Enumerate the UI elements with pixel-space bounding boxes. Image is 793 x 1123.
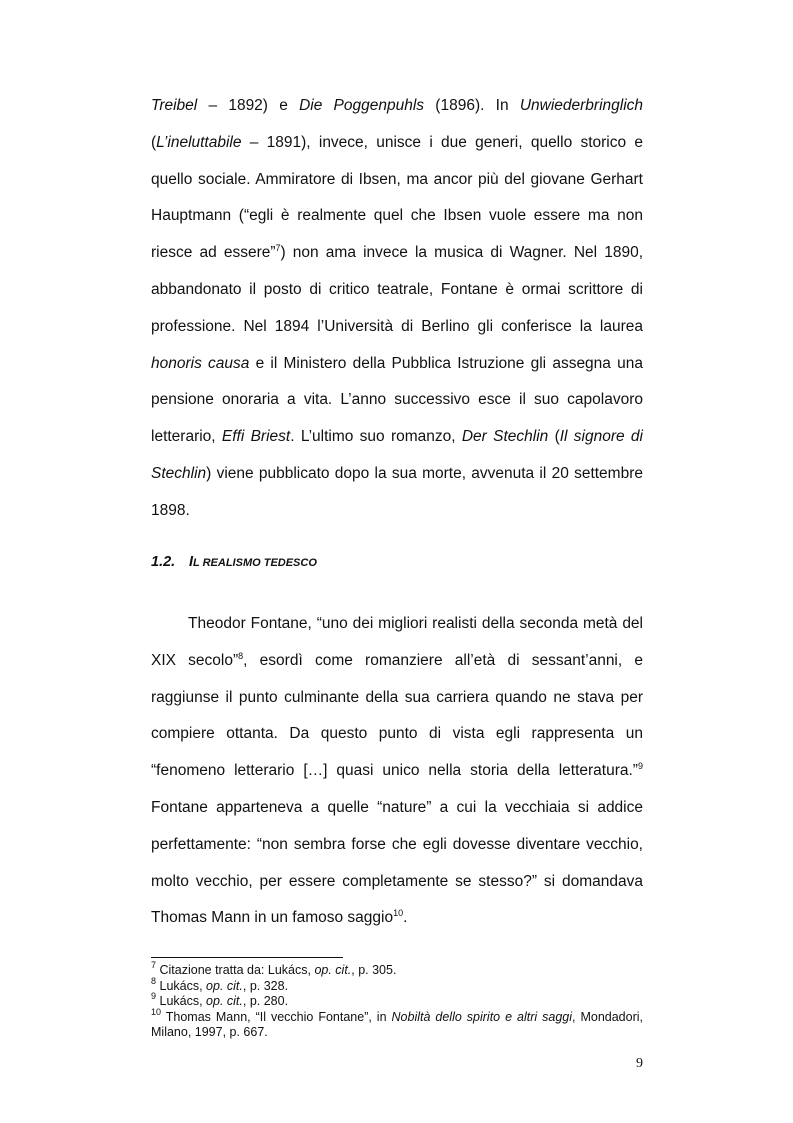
page-number: 9 [636, 1056, 643, 1071]
title-poggenpuhls: Die Poggenpuhls [299, 97, 425, 114]
footnote-8 [151, 975, 643, 995]
text-span: ) non ama invece la musica di Wagner. Nel 1890, abbandonato il posto di critico teatrale, Fontane è ormai scrittore di professione. Nel 1894 l’Università di Berlino gli conferisce la laurea [151, 244, 643, 335]
footnote-ref-7[interactable]: 7 [275, 243, 281, 254]
text-span: , Mondadori, Milano, 1997, p. 667. [151, 1009, 643, 1039]
text-span: (1896). In [424, 97, 520, 114]
title-unwiederbringlich: Unwiederbringlich [519, 97, 644, 114]
footnote-number: 8 [151, 975, 157, 986]
title-treibel: Treibel [151, 97, 198, 114]
section-heading [151, 550, 643, 575]
text-span: , p. 280. [242, 994, 289, 1008]
text-span: op. cit. [206, 978, 243, 993]
section-number: 1.2. [151, 554, 176, 570]
title-signore-di-stechlin: Il signore di Stechlin [151, 428, 643, 482]
footnote-number: 7 [151, 960, 157, 970]
text-span: . [403, 909, 408, 927]
title-ineluttabile: L’ineluttabile [156, 133, 242, 151]
text-span: , p. 305. [351, 963, 397, 977]
text-span: op. cit. [314, 963, 352, 977]
text-span: – 1891), invece, unisce i due generi, quello storico e quello sociale. Ammiratore di Ibsen, ma ancor più del giovane Gerhart Hauptmann (“egli è realmente quel che Ibsen vuole essere ma non riesce ad essere” [151, 133, 643, 262]
phrase-honoris-causa: honoris causa [151, 354, 250, 372]
footnote-7 [151, 960, 643, 979]
section-title-initial: I [189, 554, 194, 570]
text-span: . L’ultimo suo romanzo, [290, 428, 462, 446]
footnote-ref-10[interactable]: 10 [393, 908, 404, 919]
footnote-10 [151, 1006, 643, 1041]
text-span: ) viene pubblicato dopo la sua morte, avvenuta il 20 settembre 1898. [151, 464, 643, 519]
text-span: Citazione tratta da: Lukács, [156, 963, 315, 977]
text-span: , p. 328. [242, 978, 289, 993]
text-span: Lukács, [156, 994, 207, 1008]
text-span: ( [151, 133, 157, 151]
footnote-ref-8[interactable]: 8 [238, 650, 244, 661]
text-span: ( [548, 428, 560, 446]
footnote-separator [151, 957, 343, 958]
text-span: e il Ministero della Pubblica Istruzione gli assegna una pensione onoraria a vita. L’anno successivo esce il suo capolavoro letterario, [151, 354, 643, 446]
text-span: , esordì come romanziere all’età di sessant’anni, e raggiunse il punto culminante della sua carriera quando ne stava per compiere ottanta. Da questo punto di vista egli rappresenta un “fenomeno letterario […] quasi unico nella storia della letteratura.” [151, 651, 643, 780]
footnote-9 [151, 991, 643, 1010]
text-span: Fontane apparteneva a quelle “nature” a cui la vecchiaia si addice perfettamente: “non sembra forse che egli dovesse diventare vecchio, molto vecchio, per essere completamente se stesso?” si domandava Thomas Mann in un famoso saggio [151, 798, 643, 927]
footnote-ref-9[interactable]: 9 [637, 761, 643, 772]
title-effi-briest: Effi Briest [221, 428, 291, 446]
footnote-number: 9 [151, 991, 157, 1001]
text-span: Thomas Mann, “Il vecchio Fontane”, in [161, 1009, 392, 1024]
paragraph-realism [151, 606, 643, 937]
footnote-number: 10 [151, 1006, 162, 1017]
text-span: Nobiltà dello spirito e altri saggi [391, 1009, 573, 1024]
text-span: Lukács, [156, 978, 207, 993]
paragraph-fontane-biography [151, 88, 643, 530]
footnotes [151, 960, 643, 1041]
text-span: – 1892) e [197, 97, 300, 114]
text-span: op. cit. [206, 994, 243, 1008]
text-span: Theodor Fontane, “uno dei migliori realisti della seconda metà del XIX secolo” [151, 615, 643, 669]
section-title-rest: L REALISMO TEDESCO [193, 557, 317, 569]
title-der-stechlin: Der Stechlin [461, 428, 549, 446]
